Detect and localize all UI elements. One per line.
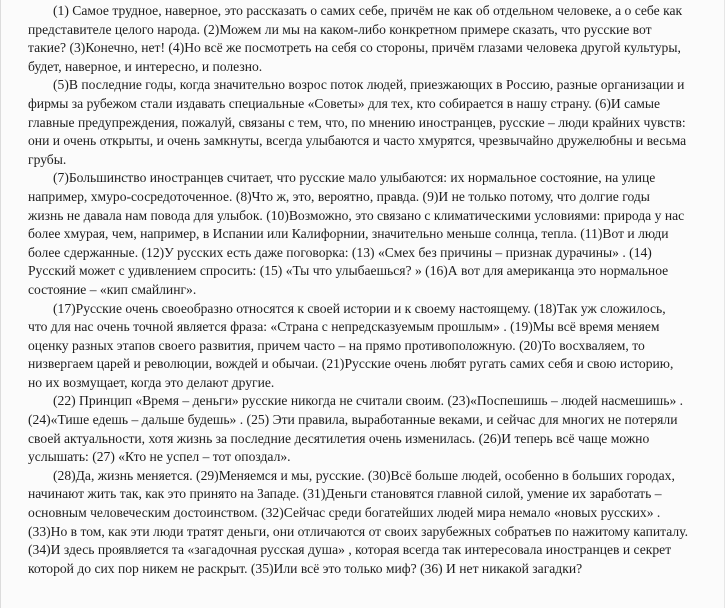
- paragraph-2: (5)В последние годы, когда значительно возрос поток людей, приезжающих в Россию, разные организации и фирмы за рубежом стали издавать специальные «Советы» для тех, кто собирается в нашу страну. (6)И самые главные предупреждения, пожалуй, связаны с тем, что, по мнению иностранцев, русские – люди крайних чувств: они и очень открыты, и очень замкнуты, всегда улыбаются и часто хмурятся, чрезвычайно дружелюбны и весьма грубы.: [28, 77, 687, 167]
- paragraph-1: (1) Самое трудное, наверное, это рассказать о самих себе, причём не как об отдельном человеке, а о себе как представителе целого народа. (2)Можем ли мы на каком-либо конкретном примере сказать, что русские вот такие? (3)Конечно, нет! (4)Но всё же посмотреть на себя со стороны, причём глазами человека другой культуры, будет, наверное, и интересно, и полезно.: [28, 3, 683, 74]
- paragraph-6: (28)Да, жизнь меняется. (29)Меняемся и мы, русские. (30)Всё больше людей, особенно в больших городах, начинают жить так, как это принято на Западе. (31)Деньги становятся главной силой, умение их заработать – основным человеческим достоинством. (32)Сейчас среди богатейших людей мира немало «новых русских» . (33)Но в том, как эти люди тратят деньги, они отличаются от своих зарубежных собратьев по нажитому капиталу. (34)И здесь проявляется та «загадочная русская душа» , которая всегда так интересовала иностранцев и секрет которой до сих пор никем не раскрыт. (35)Или всё это только миф? (36) И нет никакой загадки?: [28, 467, 688, 576]
- paragraph-3: (7)Большинство иностранцев считает, что русские мало улыбаются: их нормальное состояние, на улице например, хмуро-сосредоточенное. (8)Что ж, это, вероятно, правда. (9)И не только потому, что долгие годы жизнь не давала нам повода для улыбок. (10)Возможно, это связано с климатическими условиями: природа у нас более хмурая, чем, например, в Испании или Калифорнии, значительно меньше солнца, тепла. (11)Вот и люди более сдержанные. (12)У русских есть даже поговорка: (13) «Смех без причины – признак дурачины» . (14) Русский может с удивлением спросить: (15) «Ты что улыбаешься? » (16)А вот для американца это нормальное состояние – «кип смайлинг».: [28, 170, 685, 297]
- document-text: [28, 2, 688, 578]
- page-left-edge: [0, 0, 1, 608]
- paragraph-4: (17)Русские очень своеобразно относятся к своей истории и к своему настоящему. (18)Так уж сложилось, что для нас очень точной является фраза: «Страна с непредсказуемым прошлым» . (19)Мы всё время меняем оценку разных этапов своего развития, причем часто – на прямо противоположную. (20)То восхваляем, то низвергаем царей и революции, вождей и обычаи. (21)Русские очень любят ругать самих себя и свою историю, но их возмущает, когда это делают другие.: [28, 300, 674, 390]
- paragraph-5: (22) Принцип «Время – деньги» русские никогда не считали своим. (23)«Поспешишь – людей насмешишь» . (24)«Тише едешь – дальше будешь» . (25) Эти правила, выработанные веками, и сейчас для многих не потеряли своей актуальности, хотя жизнь за последние десятилетия очень изменилась. (26)И теперь всё чаще можно услышать: (27) «Кто не успел – тот опоздал».: [28, 393, 684, 465]
